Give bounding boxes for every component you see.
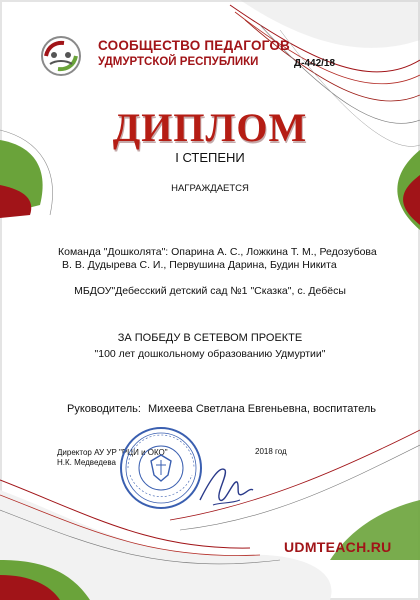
project-name: "100 лет дошкольному образованию Удмуртии" (94, 348, 326, 360)
community-logo-icon (36, 34, 86, 78)
diploma-degree: I СТЕПЕНИ (175, 150, 245, 165)
diploma-title: ДИПЛОМ (112, 105, 308, 150)
institution-name: МБДОУ"Дебесский детский сад №1 "Сказка", с. Дебёсы (74, 285, 346, 297)
team-members (58, 246, 378, 272)
awarded-heading: НАГРАЖДАЕТСЯ (171, 183, 249, 194)
registration-number: Д-442/18 (294, 58, 336, 69)
certificate-header (36, 34, 386, 84)
director-title: Директор АУ УР "РЦИ и ОКО" (57, 448, 168, 457)
team-line-2: В. В. Дудырева С. И., Первушина Дарина, Будин Никита (62, 259, 337, 271)
website-url: UDMTEACH.RU (284, 539, 392, 555)
organization-name-line2: УДМУРТСКОЙ РЕСПУБЛИКИ (98, 56, 259, 68)
leader-name: Михеева Светлана Евгеньевна, воспитатель (148, 403, 376, 415)
award-reason: ЗА ПОБЕДУ В СЕТЕВОМ ПРОЕКТЕ (117, 332, 303, 344)
official-seal-icon (118, 425, 204, 511)
issue-year: 2018 год (255, 447, 287, 456)
director-signature-icon (195, 460, 255, 515)
team-line-1: Команда "Дошколята": Опарина А. С., Ложкина Т. М., Редозубова (58, 246, 377, 258)
leader-label: Руководитель: (67, 403, 141, 415)
organization-name-line1: СООБЩЕСТВО ПЕДАГОГОВ (98, 38, 290, 53)
director-name: Н.К. Медведева (57, 458, 116, 467)
